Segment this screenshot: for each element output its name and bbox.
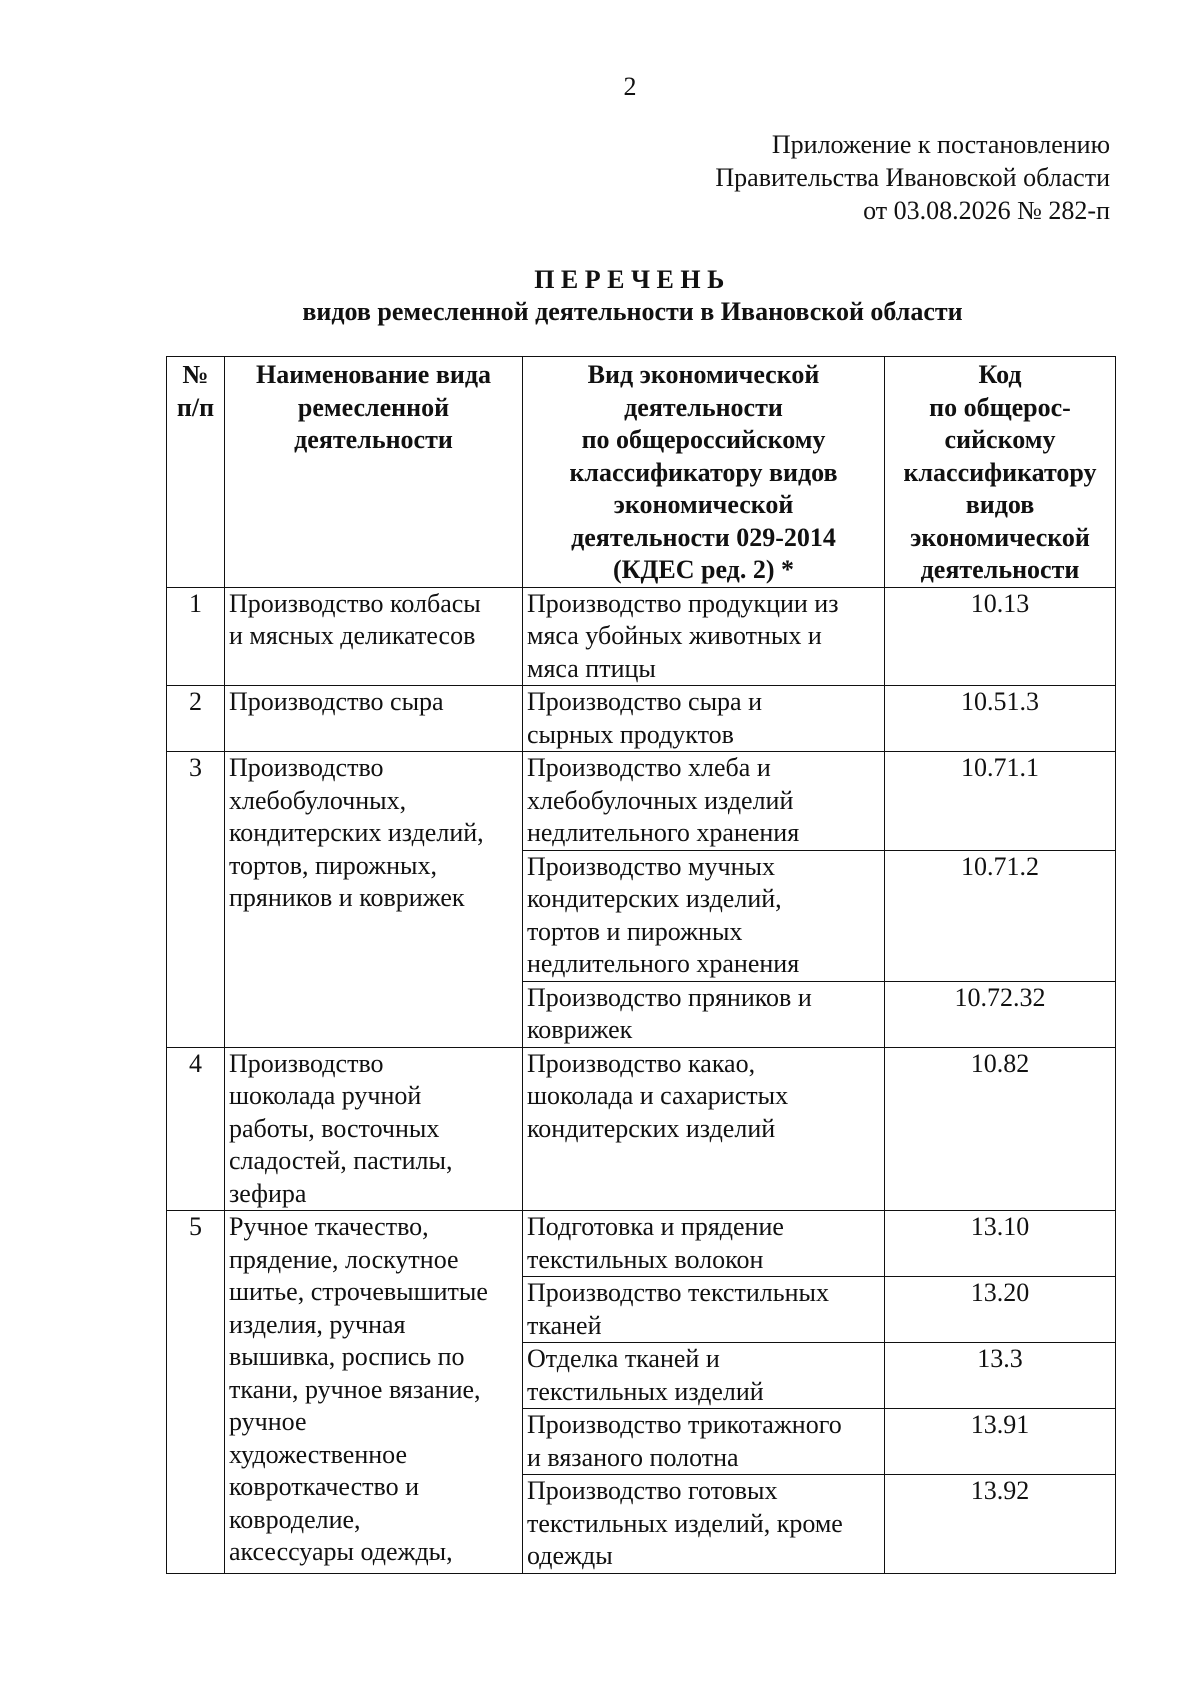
page-number: 2: [623, 72, 637, 101]
activity-name-cell: Производство шоколада ручной работы, восточных сладостей, пастилы, зефира: [225, 1047, 523, 1211]
header-code: Код по общерос- сийскому классификатору видов экономической деятельности: [885, 357, 1116, 588]
activity-code-cell: 10.71.1: [885, 752, 1116, 851]
economic-activity-cell: Производство какао, шоколада и сахаристых кондитерских изделий: [523, 1047, 885, 1211]
appendix-line: Приложение к постановлению: [771, 130, 1110, 159]
activity-code-cell: 10.72.32: [885, 981, 1116, 1047]
economic-activity-cell: Производство пряников и коврижек: [523, 981, 885, 1047]
activity-code-cell: 13.92: [885, 1475, 1116, 1574]
document-title: ПЕРЕЧЕНЬ: [534, 265, 731, 294]
economic-activity-cell: Отделка тканей и текстильных изделий: [523, 1343, 885, 1409]
economic-activity-cell: Производство хлеба и хлебобулочных изделий недлительного хранения: [523, 752, 885, 851]
table-header: [167, 357, 1116, 588]
table-row: [167, 686, 1116, 752]
row-number: 1: [167, 587, 225, 686]
header-economic-activity: Вид экономической деятельности по общероссийскому классификатору видов экономической деятельности 029-2014 (КДЕС ред. 2) *: [523, 357, 885, 588]
table-row: [167, 1047, 1116, 1211]
activity-name-cell: Производство сыра: [225, 686, 523, 752]
activity-code-cell: 13.3: [885, 1343, 1116, 1409]
activity-code-cell: 10.71.2: [885, 850, 1116, 981]
table-row: [167, 587, 1116, 686]
row-number: 2: [167, 686, 225, 752]
activity-code-cell: 10.82: [885, 1047, 1116, 1211]
activity-code-cell: 13.91: [885, 1409, 1116, 1475]
appendix-line: от 03.08.2026 № 282-п: [863, 196, 1110, 225]
economic-activity-cell: Подготовка и прядение текстильных волокон: [523, 1211, 885, 1277]
table-body: [167, 587, 1116, 1573]
table-row: [167, 752, 1116, 851]
economic-activity-cell: Производство мучных кондитерских изделий, тортов и пирожных недлительного хранения: [523, 850, 885, 981]
activity-code-cell: 10.13: [885, 587, 1116, 686]
economic-activity-cell: Производство готовых текстильных изделий, кроме одежды: [523, 1475, 885, 1574]
header-row: [167, 357, 1116, 588]
economic-activity-cell: Производство текстильных тканей: [523, 1277, 885, 1343]
activity-name-cell: Производство хлебобулочных, кондитерских изделий, тортов, пирожных, пряников и коврижек: [225, 752, 523, 1048]
appendix-line: Правительства Ивановской области: [715, 163, 1110, 192]
activity-code-cell: 13.20: [885, 1277, 1116, 1343]
economic-activity-cell: Производство продукции из мяса убойных животных и мяса птицы: [523, 587, 885, 686]
activity-name-cell: Ручное ткачество, прядение, лоскутное шитье, строчевышитые изделия, ручная вышивка, роспись по ткани, ручное вязание, ручное художественное ковроткачество и ковроделие, аксессуары одежды,: [225, 1211, 523, 1574]
row-number: 5: [167, 1211, 225, 1574]
activity-code-cell: 13.10: [885, 1211, 1116, 1277]
economic-activity-cell: Производство трикотажного и вязаного полотна: [523, 1409, 885, 1475]
activity-table: [166, 356, 1116, 1574]
header-activity-name: Наименование вида ремесленной деятельности: [225, 357, 523, 588]
activity-code-cell: 10.51.3: [885, 686, 1116, 752]
appendix-header: [715, 128, 1110, 227]
table-row: [167, 1211, 1116, 1277]
row-number: 4: [167, 1047, 225, 1211]
economic-activity-cell: Производство сыра и сырных продуктов: [523, 686, 885, 752]
header-number: № п/п: [167, 357, 225, 588]
activity-name-cell: Производство колбасы и мясных деликатесов: [225, 587, 523, 686]
row-number: 3: [167, 752, 225, 1048]
document-subtitle: видов ремесленной деятельности в Ивановской области: [302, 297, 963, 326]
